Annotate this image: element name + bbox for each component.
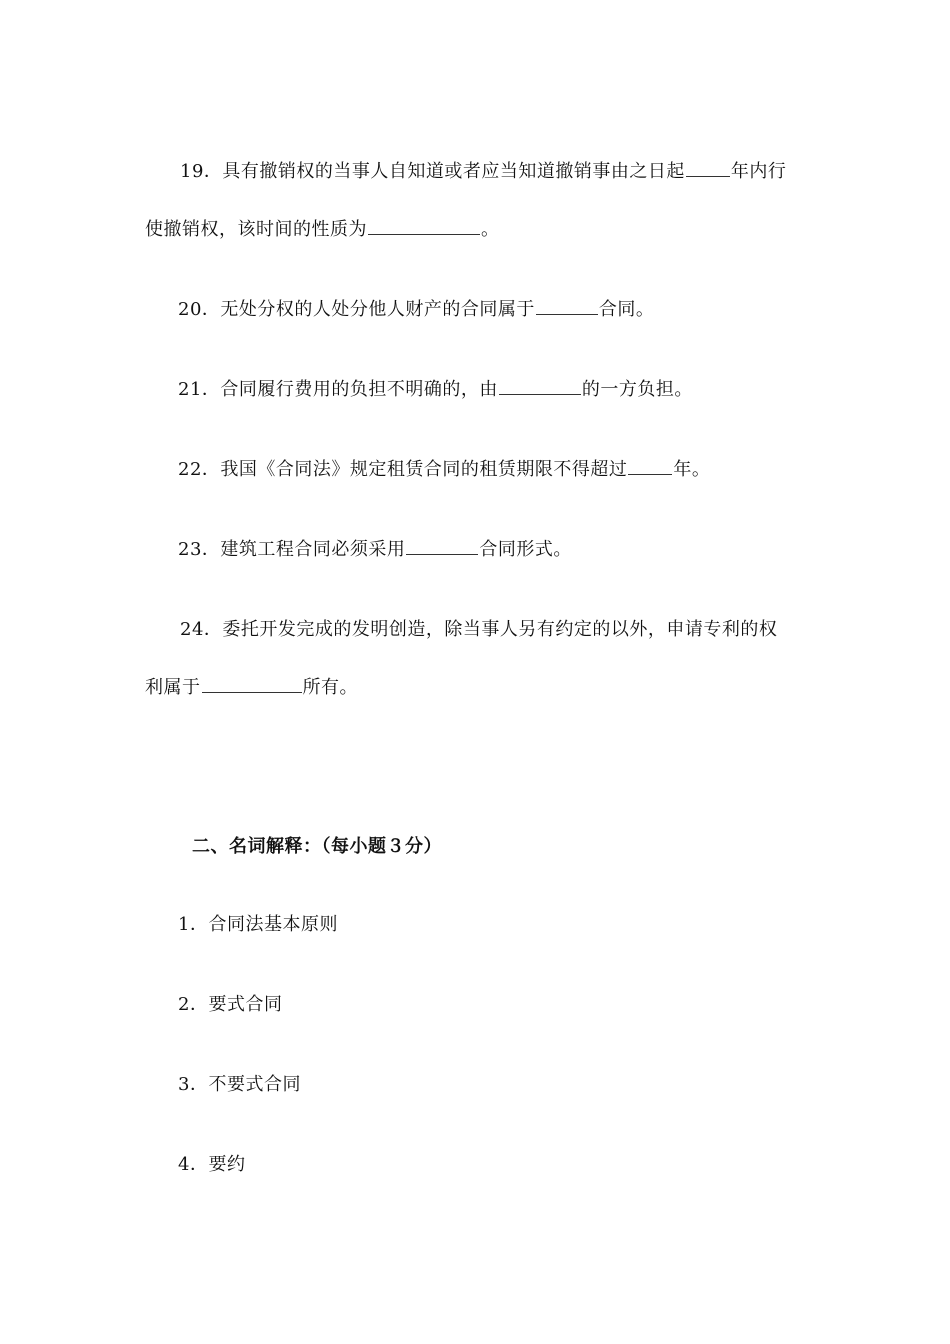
- question-19-text-d: 。: [481, 219, 500, 240]
- question-20-blank: [536, 298, 598, 315]
- question-21-text-a: 21．合同履行费用的负担不明确的，由: [178, 379, 498, 400]
- question-24-line2: [145, 676, 358, 700]
- question-23-text-a: 23．建筑工程合同必须采用: [178, 539, 406, 560]
- question-24-blank: [202, 676, 302, 693]
- question-24-text-b: 利属于: [145, 677, 201, 698]
- question-19-line2: [145, 218, 500, 242]
- question-19-line1: [180, 160, 786, 184]
- question-23: [178, 538, 572, 562]
- question-22: [178, 458, 710, 482]
- question-24-text-c: 所有。: [302, 677, 358, 698]
- section-2-heading: 二、名词解释：（每小题３分）: [192, 836, 442, 857]
- question-19-text-b: 年内行: [730, 161, 787, 182]
- question-21: [178, 378, 693, 402]
- question-19-blank-nature: [368, 218, 480, 235]
- term-item-1: 1．合同法基本原则: [178, 914, 338, 935]
- question-23-blank: [406, 538, 478, 555]
- question-22-text-b: 年。: [673, 459, 711, 480]
- question-19-text-a: 19．具有撤销权的当事人自知道或者应当知道撤销事由之日起: [180, 161, 685, 182]
- question-24-text-a: 24．委托开发完成的发明创造，除当事人另有约定的以外，申请专利的权: [180, 619, 778, 640]
- question-22-text-a: 22．我国《合同法》规定租赁合同的租赁期限不得超过: [178, 459, 628, 480]
- question-22-blank: [628, 458, 672, 475]
- question-19-blank-years: [686, 160, 730, 177]
- question-20-text-b: 合同。: [598, 299, 655, 320]
- question-24-line1: [180, 618, 777, 642]
- term-item-4: 4．要约: [178, 1154, 246, 1175]
- question-20-text-a: 20．无处分权的人处分他人财产的合同属于: [178, 299, 535, 320]
- question-21-blank: [499, 378, 581, 395]
- question-20: [178, 298, 654, 322]
- question-21-text-b: 的一方负担。: [581, 379, 693, 400]
- term-item-2: 2．要式合同: [178, 994, 283, 1015]
- question-23-text-b: 合同形式。: [479, 539, 572, 560]
- term-item-3: 3．不要式合同: [178, 1074, 301, 1095]
- question-19-text-c: 使撤销权，该时间的性质为: [145, 219, 367, 240]
